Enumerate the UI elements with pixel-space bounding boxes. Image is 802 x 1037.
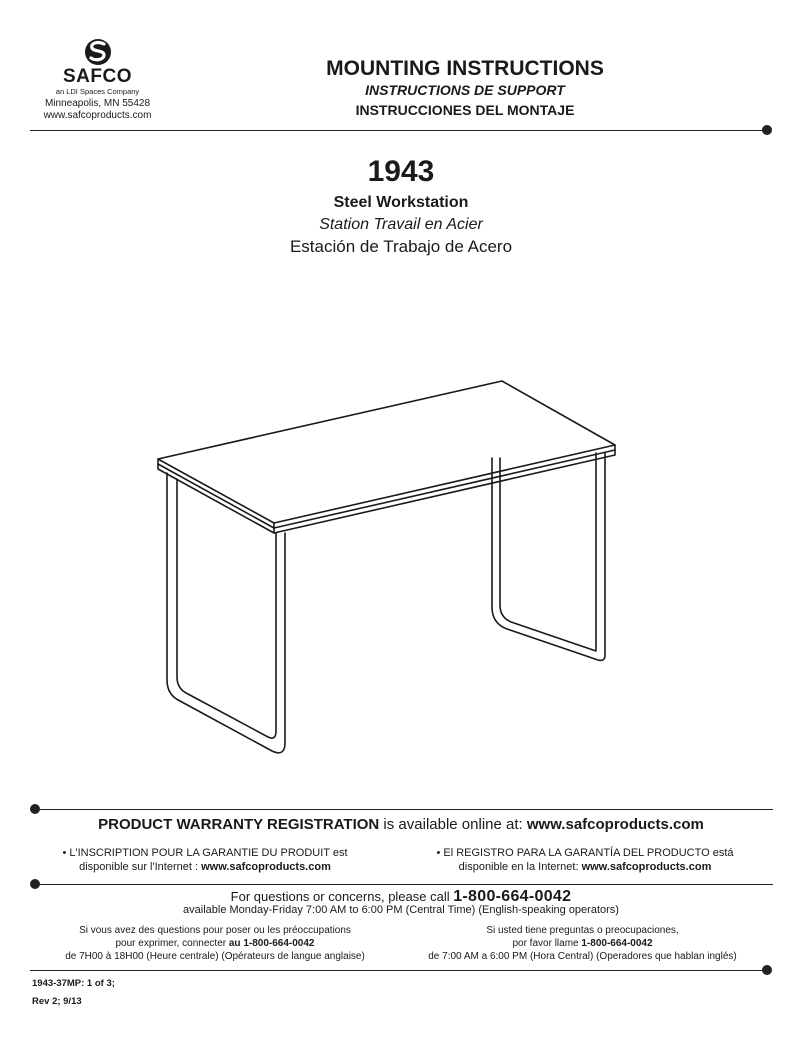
steel-workstation-desk-illustration [150,375,620,760]
footer-divider [30,970,766,971]
contact-call [0,889,802,904]
contact-spanish [405,924,760,963]
contact-divider [35,884,773,885]
warranty-spanish-url[interactable]: www.safcoproducts.com [581,861,712,873]
contact-french-line3: de 7H00 à 18H00 (Heure centrale) (Opérateurs de langue anglaise) [65,951,365,962]
contact-spanish-line2: por favor llame [512,938,582,949]
product-name-spanish: Estación de Trabajo de Acero [289,237,513,256]
warranty-french-line1: • L'INSCRIPTION POUR LA GARANTIE DU PRODUIT est [62,847,348,859]
warranty-label: PRODUCT WARRANTY REGISTRATION [98,816,380,833]
header-divider [30,130,766,131]
brand-name: SAFCO [63,66,132,87]
safco-s-logo-icon [84,36,112,68]
warranty-french-url[interactable]: www.safcoproducts.com [201,861,331,873]
contact-phone[interactable]: 1-800-664-0042 [453,888,572,905]
warranty-spanish [415,846,755,874]
brand-website: www.safcoproducts.com [43,110,152,121]
title-spanish: INSTRUCCIONES DEL MONTAJE [355,102,575,118]
warranty-french-line2: disponible sur l'Internet : [79,861,202,873]
warranty-registration [0,816,802,834]
contact-lead: For questions or concerns, please call [230,889,454,904]
warranty-french [40,846,370,874]
warranty-spanish-line2: disponible en la Internet: [458,861,582,873]
document-revision: Rev 2; 9/13 [32,996,82,1007]
brand-company: an LDI Spaces Company [55,87,140,96]
title-english: MOUNTING INSTRUCTIONS [326,57,604,80]
contact-spanish-line3: de 7:00 AM a 6:00 PM (Hora Central) (Operadores que hablan inglés) [428,951,737,962]
document-id: 1943-37MP: 1 of 3; [32,978,115,989]
warranty-text: is available online at: [379,816,527,833]
warranty-divider [35,809,773,810]
model-number: 1943 [367,155,435,188]
contact-hours: available Monday-Friday 7:00 AM to 6:00 PM (Central Time) (English-speaking operators) [183,904,619,916]
footer-divider-dot [762,965,772,975]
warranty-spanish-line1: • El REGISTRO PARA LA GARANTÍA DEL PRODUCTO está [436,847,734,859]
contact-spanish-phone[interactable]: 1-800-664-0042 [581,938,653,949]
contact-french-line2: pour exprimer, connecter [115,938,229,949]
product-name-english: Steel Workstation [333,194,469,211]
product-name-french: Station Travail en Acier [319,216,483,233]
brand-city: Minneapolis, MN 55428 [44,98,151,109]
contact-french-phone[interactable]: au 1-800-664-0042 [228,938,315,949]
title-french: INSTRUCTIONS DE SUPPORT [365,82,565,98]
contact-spanish-line1: Si usted tiene preguntas o preocupaciones, [486,925,679,936]
contact-french [40,924,390,963]
warranty-url[interactable]: www.safcoproducts.com [526,816,704,833]
contact-french-line1: Si vous avez des questions pour poser ou les préoccupations [79,925,351,936]
header-divider-dot [762,125,772,135]
brand-logo [30,36,165,122]
